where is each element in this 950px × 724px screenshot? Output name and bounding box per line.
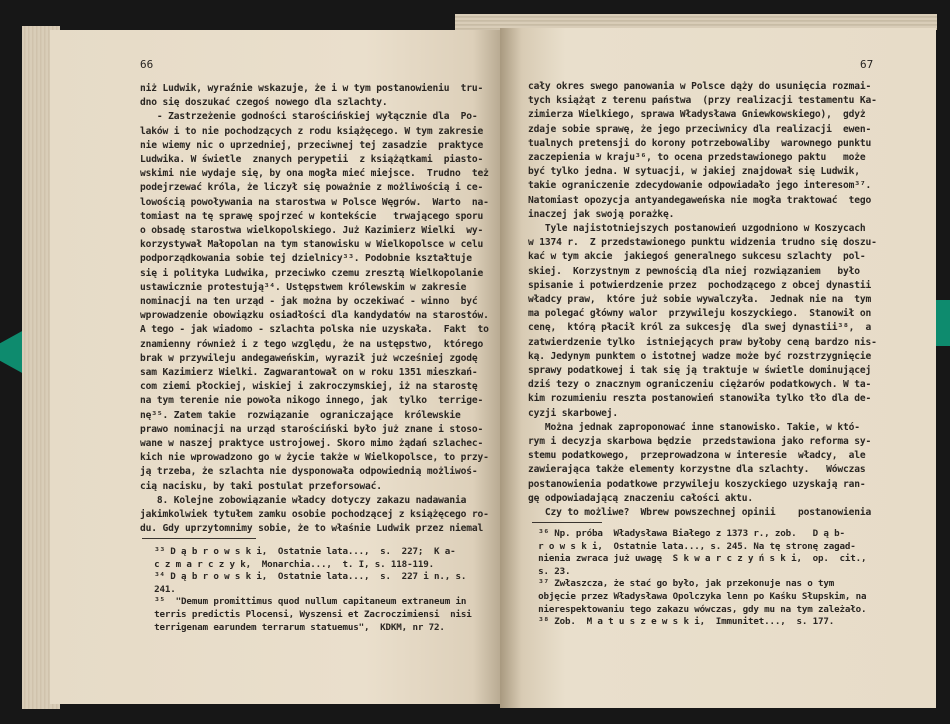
body-text: niż Ludwik, wyraźnie wskazuje, że i w tym postanowieniu tru- dno się doszukać czegoś nowego dla szlachty. - Zastrzeżenie godności starościńskiej wyłącznie dla Po- laków i to nie pochodzących z rodu książęcego. W tym zakresie nie wiemy nic o uprzedniej, przeciwnej tej zasadzie praktyce Ludwika. W świetle znanych perypetii z książątkami piasto- wskimi nie wydaje się, by ona mogła mieć miejsce. Trudno też podejrzewać króla, że liczył się poważnie z możliwością i ce- lowością powoływania na starostwa w Polsce Węgrów. Warto na- tomiast na tę sprawę spojrzeć w kontekście trwającego sporu o obsadę starostwa wielkopolskiego. Już Kazimierz Wielki wy- korzystywał Małopolan na tym stanowisku w Wielkopolsce w celu podporządkowania sobie tej dzielnicy³³. Podobnie kształtuje się i polityka Ludwika, przeciwko czemu zresztą Wielkopolanie ustawicznie protestują³⁴. Ustępstwem królewskim w zakresie nominacji na ten urząd - jak można by oczekiwać - winno być wprowadzenie obowiązku osiadłości dla kandydatów na starostów. A tego - jak wiadomo - szlachta polska nie uzyskała. Fakt to znamienny również i z tego względu, że na ustępstwo, którego brak w przywileju andegaweńskim, wyraził już wcześniej zgodę sam Kazimierz Wielki. Zagwarantował on w roku 1351 mieszkań- com ziemi płockiej, wiskiej i zakroczymskiej, iż na starostę na tym terenie nie powoła nikogo innego, jak tylko terrige- nę³⁵. Zatem takie rozwiązanie ograniczające królewskie prawo nominacji na urząd starościński było już znane i stoso- wane w naszej praktyce ustrojowej. Skoro mimo żądań szlachec- kich nie wprowadzono go w życie także w Wielkopolsce, to przy- ją trzeba, że szlachta nie dysponowała odpowiednią możliwoś- cią nacisku, by taki postulat przeforsować. 8. Kolejne zobowiązanie władcy dotyczy zakazu nadawania jakimkolwiek tytułem zamku osobie pochodzącej z książęcego ro- du. Gdy uprzytomnimy sobie, że to właśnie Ludwik przez niemal	[140, 83, 489, 535]
footnotes: ³⁶ Np. próba Władysława Białego z 1373 r., zob. D ą b- r o w s k i, Ostatnie lata..., s. 245. Na tę stronę zagad- nienia zwraca już uwagę S k w a r c z y ń s k i, op. cit., s. 23. ³⁷ Zwłaszcza, że stać go było, jak przekonuje nas o tym objęcie przez Władysława Opolczyka lenn po Kaśku Słupskim, na nierespektowaniu tego zakazu wówczas, gdy mu na tym zależało. ³⁸ Zob. M a t u s z e w s k i, Immunitet..., s. 177.	[538, 528, 867, 628]
page-number: 66	[140, 58, 154, 71]
left-page	[50, 30, 500, 704]
footnotes: ³³ D ą b r o w s k i, Ostatnie lata..., s. 227; K a- c z m a r c z y k, Monarchia..., t. I, s. 118-119. ³⁴ D ą b r o w s k i, Ostatnie lata..., s. 227 i n., s. 241. ³⁵ "Demum promittimus quod nullum capitaneum extraneum in terris predictis Plocensi, Wyszensi et Zacroczimiensi nisi terrigenam earundem terrarum statuemus", KDKM, nr 72.	[154, 546, 472, 633]
teal-strip-right	[934, 300, 950, 346]
body-text: cały okres swego panowania w Polsce dąży do usunięcia rozmai- tych książąt z terenu państwa (przy realizacji testamentu Ka- zimierza Wielkiego, sprawa Władysława Gniewkowskiego), gdyż zdaje sobie sprawę, że jego przeciwnicy dla realizacji ewen- tualnych pretensji do korony potrzebowaliby warownego punktu zaczepienia w kraju³⁶, to ocena przedstawionego paktu może być tylko jedna. W sytuacji, w jakiej znajdował się Ludwik, takie ograniczenie zdecydowanie odpowiadało jego interesom³⁷. Natomiast opozycja antyandegaweńska nie mogła traktować tego inaczej jak swoją porażkę. Tyle najistotniejszych postanowień uzgodniono w Koszycach w 1374 r. Z przedstawionego punktu widzenia trudno się doszu- kać w tym akcie jakiegoś generalnego sukcesu szlachty pol- skiej. Korzystnym z pewnością dla niej rozwiązaniem było spisanie i potwierdzenie przez pochodzącego z obcej dynastii władcy praw, które już sobie wywalczyła. Jednak nie na tym ma polegać główny walor przywileju koszyckiego. Stanowił on cenę, którą płacił król za sukcesję dla swej dynastii³⁸, a zatwierdzenie tylko istniejących praw byłoby ceną bardzo nis- ką. Jedynym punktem o istotnej wadze może być rozstrzygnięcie sprawy podatkowej i tak się ją traktuje w świetle dominującej dziś tezy o znacznym ograniczeniu ciężarów podatkowych. W ta- kim rozumieniu reszta postanowień stanowiła tylko tło dla de- cyzji skarbowej. Można jednak zaproponować inne stanowisko. Takie, w któ- rym i decyzja skarbowa będzie przedstawiona jako reforma sy- stemu podatkowego, przeprowadzona w interesie władcy, ale zawierająca także elementy korzystne dla szlachty. Wówczas postanowienia podatkowe przywileju koszyckiego uzyskają ran- gę odpowiadającą znaczeniu całości aktu. Czy to możliwe? Wbrew powszechnej opinii postanowienia	[528, 81, 877, 519]
right-page	[500, 28, 936, 708]
page-number: 67	[860, 58, 874, 71]
footnote-rule	[142, 538, 256, 539]
footnote-rule	[532, 522, 602, 523]
teal-strip-left	[0, 330, 24, 374]
